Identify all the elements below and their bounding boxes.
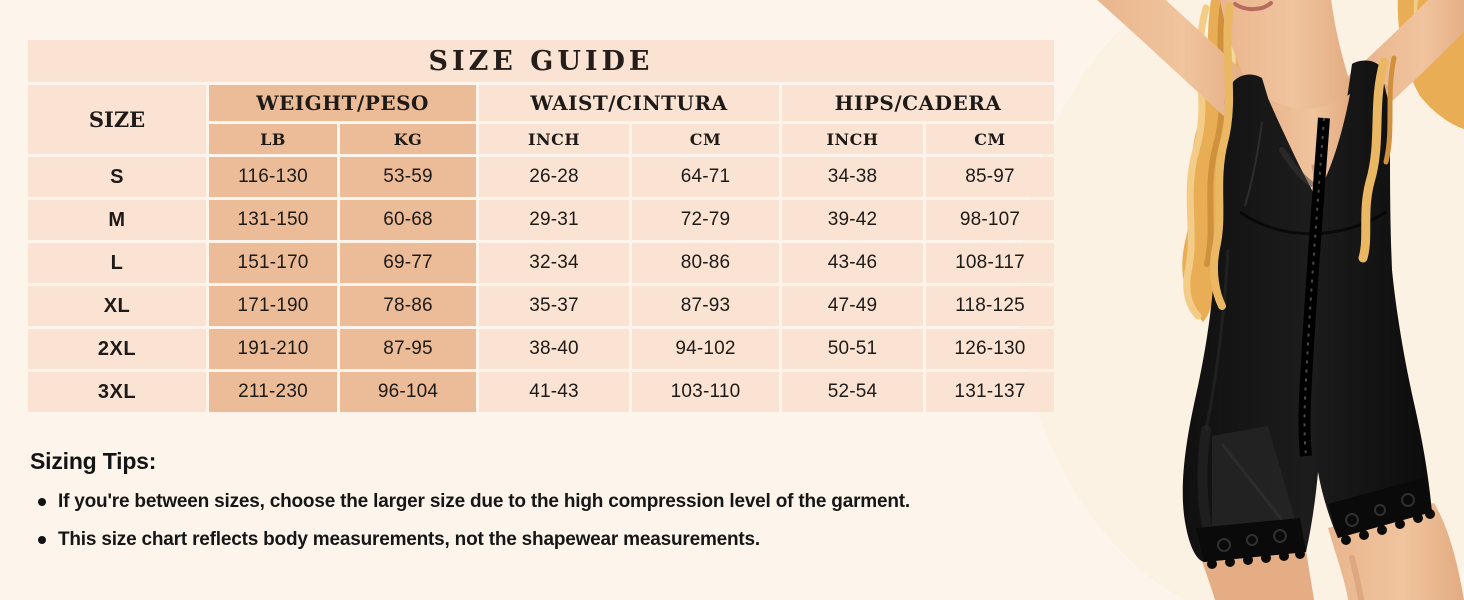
column-header-waist-inch: INCH [479, 124, 629, 154]
waist-cm-cell: 80-86 [632, 243, 779, 283]
size-cell: S [28, 157, 206, 197]
weight-kg-cell: 60-68 [340, 200, 476, 240]
column-header-size: SIZE [28, 85, 206, 154]
sizing-tips-heading: Sizing Tips: [30, 448, 157, 474]
bullet-icon [38, 536, 46, 544]
waist-inch-cell: 32-34 [479, 243, 629, 283]
weight-kg-cell: 87-95 [340, 329, 476, 369]
weight-lb-cell: 151-170 [209, 243, 337, 283]
weight-lb-cell: 171-190 [209, 286, 337, 326]
waist-cm-cell: 87-93 [632, 286, 779, 326]
weight-lb-cell: 191-210 [209, 329, 337, 369]
waist-cm-cell: 94-102 [632, 329, 779, 369]
waist-inch-cell: 29-31 [479, 200, 629, 240]
page-title: SIZE GUIDE [28, 40, 1054, 82]
waist-inch-cell: 41-43 [479, 372, 629, 412]
weight-lb-cell: 116-130 [209, 157, 337, 197]
weight-kg-cell: 78-86 [340, 286, 476, 326]
hips-cm-cell: 85-97 [926, 157, 1054, 197]
hips-inch-cell: 50-51 [782, 329, 923, 369]
hips-inch-cell: 43-46 [782, 243, 923, 283]
waist-cm-cell: 103-110 [632, 372, 779, 412]
hips-cm-cell: 108-117 [926, 243, 1054, 283]
weight-kg-cell: 69-77 [340, 243, 476, 283]
sizing-tip-item [30, 491, 1010, 513]
waist-inch-cell: 38-40 [479, 329, 629, 369]
hips-inch-cell: 39-42 [782, 200, 923, 240]
sizing-tips-section [30, 448, 1010, 551]
model-photo [1000, 0, 1464, 600]
bullet-icon [38, 498, 46, 506]
column-group-hips: HIPS/CADERA [782, 85, 1054, 121]
column-group-waist: WAIST/CINTURA [479, 85, 779, 121]
size-cell: M [28, 200, 206, 240]
column-header-lb: LB [209, 124, 337, 154]
sizing-tip-item [30, 529, 1010, 551]
weight-kg-cell: 53-59 [340, 157, 476, 197]
column-group-weight: WEIGHT/PESO [209, 85, 476, 121]
weight-lb-cell: 131-150 [209, 200, 337, 240]
hips-inch-cell: 34-38 [782, 157, 923, 197]
waist-inch-cell: 35-37 [479, 286, 629, 326]
size-cell: L [28, 243, 206, 283]
column-header-hips-cm: CM [926, 124, 1054, 154]
weight-kg-cell: 96-104 [340, 372, 476, 412]
waist-inch-cell: 26-28 [479, 157, 629, 197]
hips-cm-cell: 118-125 [926, 286, 1054, 326]
size-cell: 3XL [28, 372, 206, 412]
hips-cm-cell: 98-107 [926, 200, 1054, 240]
waist-cm-cell: 72-79 [632, 200, 779, 240]
column-header-waist-cm: CM [632, 124, 779, 154]
size-cell: XL [28, 286, 206, 326]
waist-cm-cell: 64-71 [632, 157, 779, 197]
sizing-tip-text: If you're between sizes, choose the larger size due to the high compression level of the garment. [58, 491, 910, 512]
hips-inch-cell: 47-49 [782, 286, 923, 326]
hips-cm-cell: 131-137 [926, 372, 1054, 412]
hips-cm-cell: 126-130 [926, 329, 1054, 369]
size-cell: 2XL [28, 329, 206, 369]
size-guide-table [28, 40, 1055, 412]
column-header-kg: KG [340, 124, 476, 154]
column-header-hips-inch: INCH [782, 124, 923, 154]
sizing-tip-text: This size chart reflects body measurements, not the shapewear measurements. [58, 529, 760, 550]
weight-lb-cell: 211-230 [209, 372, 337, 412]
hips-inch-cell: 52-54 [782, 372, 923, 412]
